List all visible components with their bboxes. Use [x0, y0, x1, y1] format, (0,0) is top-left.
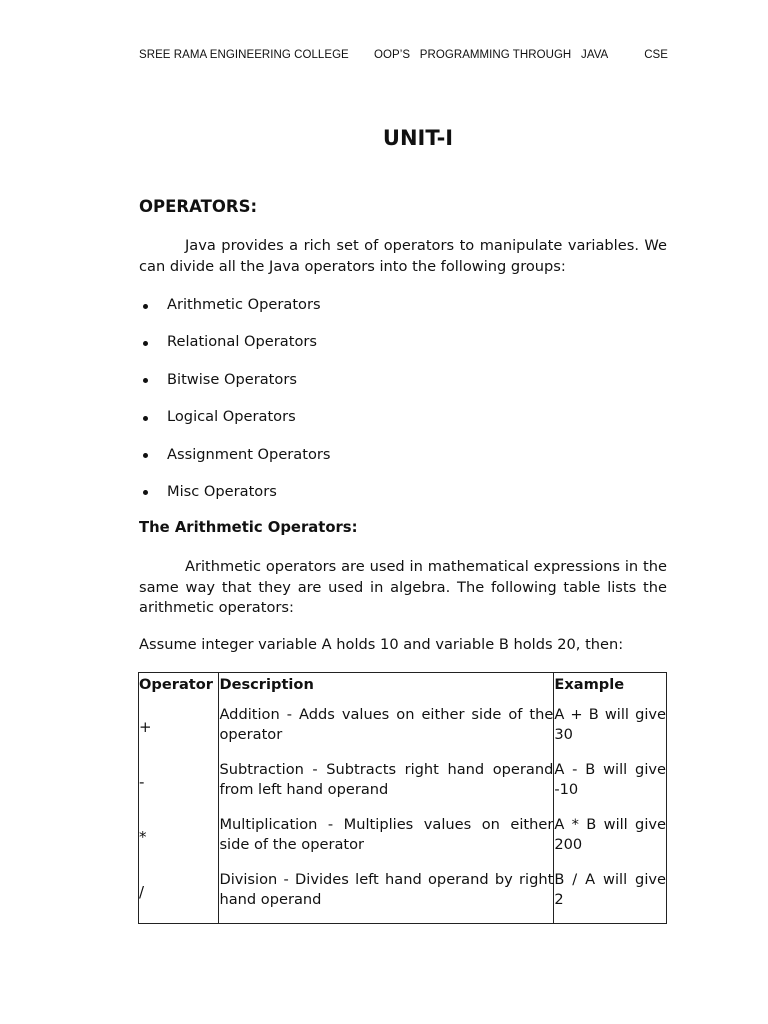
bullet-icon	[143, 341, 148, 346]
list-item: Logical Operators	[139, 406, 331, 443]
arith-intro-paragraph	[139, 557, 667, 619]
list-item: Bitwise Operators	[139, 369, 331, 406]
example-cell: B / A will give 2	[554, 870, 667, 924]
description-cell: Subtraction - Subtracts right hand operand from left hand operand	[219, 760, 554, 815]
bullet-icon	[143, 416, 148, 421]
bullet-icon	[143, 490, 148, 495]
header-operator: Operator	[139, 673, 219, 706]
header-example: Example	[554, 673, 667, 706]
intro-paragraph	[139, 236, 667, 277]
bullet-icon	[143, 304, 148, 309]
list-item: Relational Operators	[139, 331, 331, 368]
subsection-heading: The Arithmetic Operators:	[139, 519, 358, 536]
arith-intro-text: Arithmetic operators are used in mathematical expressions in the same way that they are used in algebra. The following table lists the arithmetic operators:	[139, 558, 667, 616]
operator-cell: +	[139, 705, 219, 760]
operator-cell: *	[139, 815, 219, 870]
operator-groups-list	[139, 294, 331, 518]
description-cell: Addition - Adds values on either side of the operator	[219, 705, 554, 760]
intro-text: Java provides a rich set of operators to manipulate variables. We can divide all the Java operators into the following groups:	[139, 237, 667, 275]
unit-title: UNIT-I	[382, 126, 454, 150]
operator-cell: /	[139, 870, 219, 924]
header-description: Description	[219, 673, 554, 706]
list-item: Arithmetic Operators	[139, 294, 331, 331]
table-header-row	[139, 673, 667, 706]
description-cell: Division - Divides left hand operand by right hand operand	[219, 870, 554, 924]
example-cell: A * B will give 200	[554, 815, 667, 870]
arithmetic-operators-table	[138, 672, 667, 924]
bullet-icon	[143, 378, 148, 383]
bullet-icon	[143, 453, 148, 458]
table-row	[139, 705, 667, 760]
header-dept: CSE	[644, 49, 668, 61]
table-row	[139, 760, 667, 815]
section-heading: OPERATORS:	[139, 197, 258, 216]
header-course: OOP’S PROGRAMMING THROUGH JAVA	[374, 49, 609, 61]
assumption-text: Assume integer variable A holds 10 and variable B holds 20, then:	[139, 636, 624, 653]
table-row	[139, 870, 667, 924]
description-cell: Multiplication - Multiplies values on either side of the operator	[219, 815, 554, 870]
header-college: SREE RAMA ENGINEERING COLLEGE	[139, 49, 349, 61]
operator-cell: -	[139, 760, 219, 815]
example-cell: A + B will give 30	[554, 705, 667, 760]
example-cell: A - B will give -10	[554, 760, 667, 815]
page-header	[139, 49, 668, 65]
table-row	[139, 815, 667, 870]
list-item: Misc Operators	[139, 481, 331, 518]
list-item: Assignment Operators	[139, 444, 331, 481]
